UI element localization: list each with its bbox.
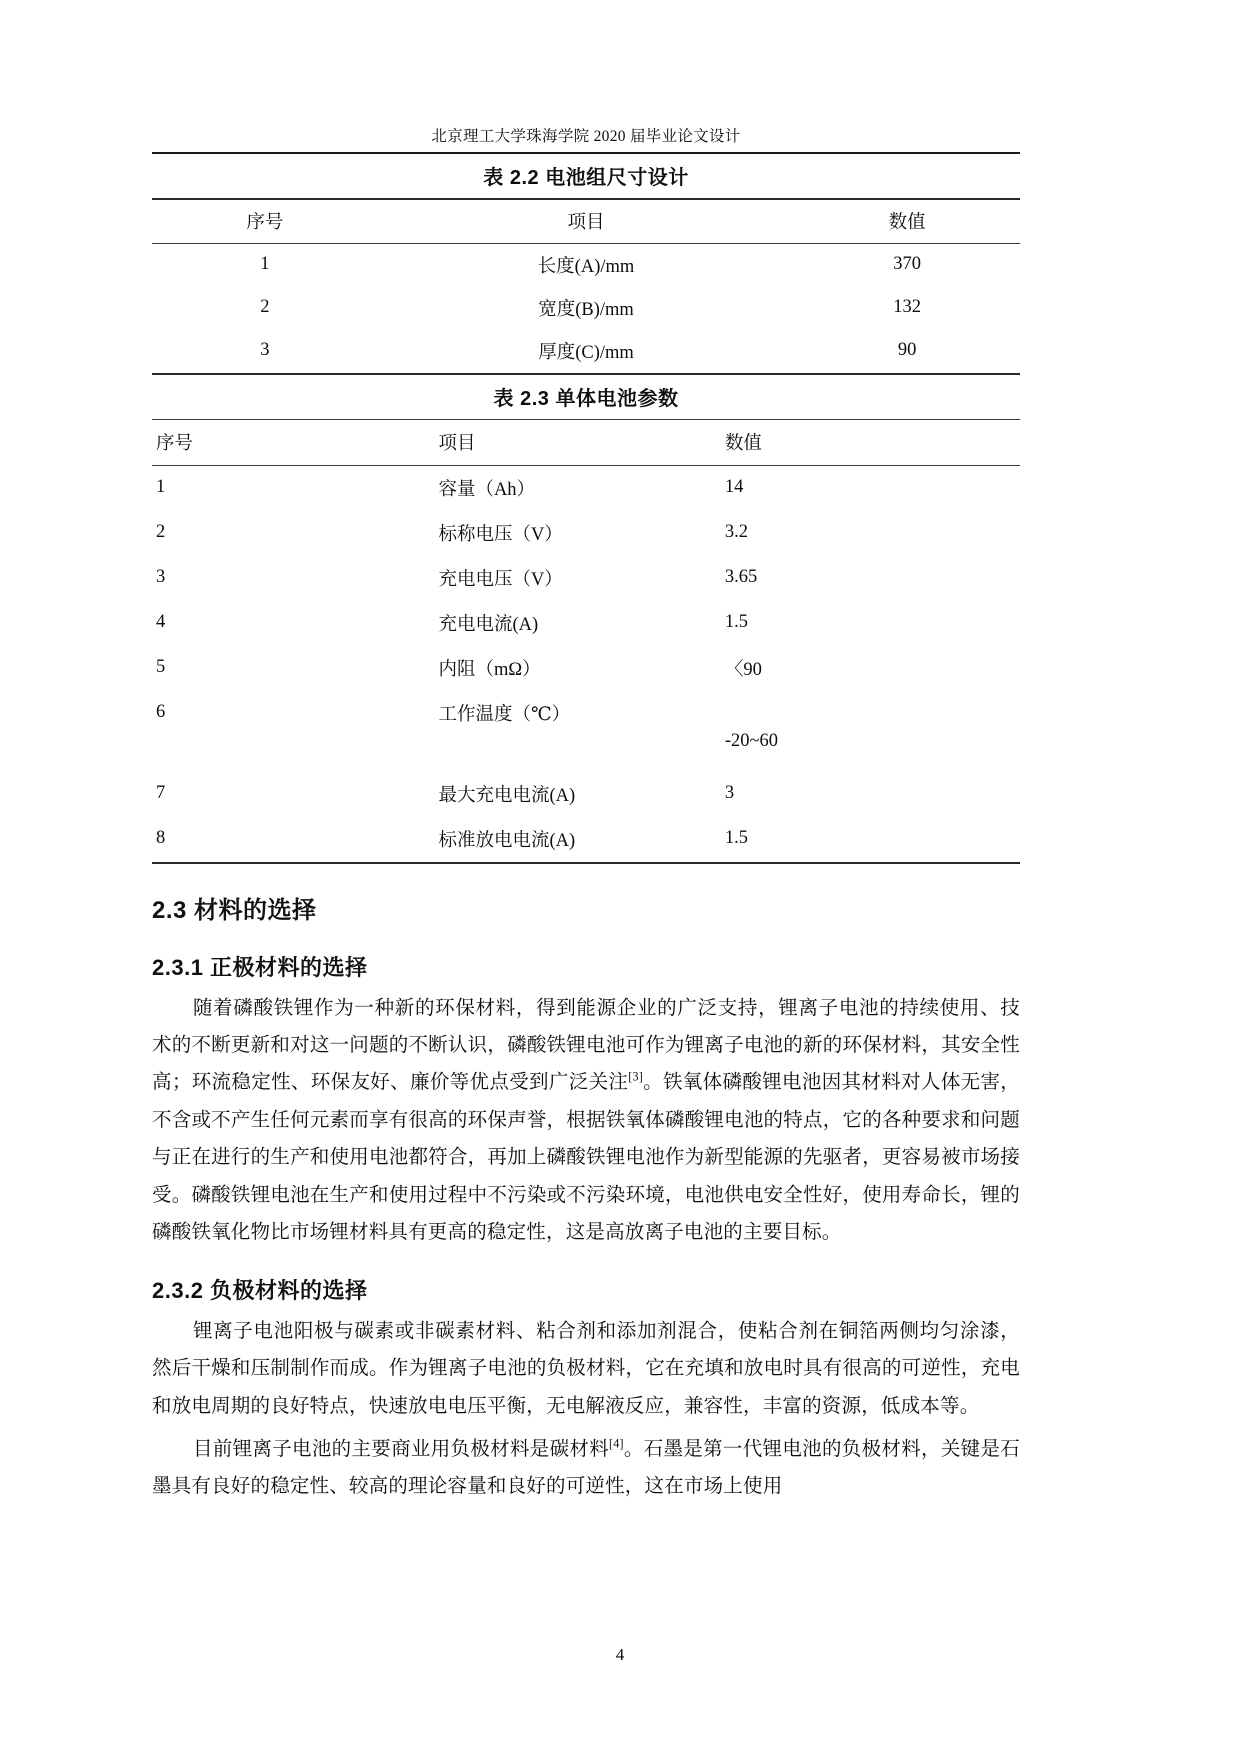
- cell-item: 工作温度（℃）: [438, 704, 571, 725]
- table-row: [152, 330, 1020, 373]
- cell-value: 14: [724, 477, 744, 498]
- column-header-index: 序号: [156, 433, 194, 454]
- table-header-row: [152, 419, 1020, 465]
- cell-index: 1: [260, 254, 270, 275]
- table-row: [152, 646, 1020, 691]
- table-row: [152, 772, 1020, 817]
- paragraph-anode-material-1: 锂离子电池阳极与碳素或非碳素材料、粘合剂和添加剂混合，使粘合剂在铜箔两侧均匀涂漆，然后干燥和压制制作而成。作为锂离子电池的负极材料，它在充填和放电时具有很高的可逆性，充电和放电周期的良好特点，快速放电电压平衡，无电解液反应，兼容性，丰富的资源，低成本等。: [152, 1320, 1020, 1417]
- cell-index: 2: [260, 297, 270, 318]
- column-header-value: 数值: [888, 212, 926, 233]
- cell-item: 最大充电电流(A): [438, 785, 576, 806]
- cell-index: 5: [156, 657, 166, 678]
- heading-section-2-3-2: 2.3.2 负极材料的选择: [152, 1277, 368, 1303]
- table-row: [152, 511, 1020, 556]
- table-row: [152, 817, 1020, 862]
- cell-value: 370: [893, 254, 922, 275]
- paragraph-text-part-a: 随着磷酸铁锂作为一种新的环保材料，得到能源企业的广泛支持，锂离子电池的持续使用、技术的不断更新和对这一问题的不断认识，磷酸铁锂电池可作为锂离子电池的新的环保材料，其安全性高；环流稳定性、环保友好、廉价等优点受到广泛关注: [152, 997, 1020, 1094]
- cell-value: 3.65: [724, 567, 758, 588]
- page-number: 4: [615, 1645, 625, 1664]
- table-23-caption: 表 2.3 单体电池参数: [493, 387, 679, 410]
- paragraph-text-part-b: 。石墨是第一代锂电池的负极材料，关键是石墨具有良好的稳定性、较高的理论容量和良好的可逆性，这在市场上使用: [152, 1438, 1020, 1498]
- table-row: [152, 243, 1020, 287]
- cell-item: 标准放电电流(A): [438, 830, 576, 851]
- cell-item: 容量（Ah）: [438, 479, 536, 500]
- table-row: [152, 601, 1020, 646]
- cell-value: -20~60: [724, 730, 779, 751]
- cell-index: 3: [156, 567, 166, 588]
- running-header: 北京理工大学珠海学院 2020 届毕业论文设计: [431, 128, 741, 145]
- cell-index: 8: [156, 828, 166, 849]
- column-header-item: 项目: [438, 433, 476, 454]
- paragraph-text-part-b: 。铁氧体磷酸锂电池因其材料对人体无害，不含或不产生任何元素而享有很高的环保声誉，根据铁氧体磷酸锂电池的特点，它的各种要求和问题与正在进行的生产和使用电池都符合，再加上磷酸铁锂电池作为新型能源的先驱者，更容易被市场接受。磷酸铁锂电池在生产和使用过程中不污染或不污染环境，电池供电安全性好，使用寿命长，锂的磷酸铁氧化物比市场锂材料具有更高的稳定性，这是高放离子电池的主要目标。: [152, 1072, 1020, 1244]
- cell-item: 标称电压（V）: [438, 524, 563, 545]
- column-header-index: 序号: [246, 212, 284, 233]
- cell-value: 1.5: [724, 828, 748, 849]
- cell-index: 2: [156, 522, 166, 543]
- cell-item: 厚度(C)/mm: [538, 342, 634, 363]
- heading-section-2-3: 2.3 材料的选择: [152, 896, 317, 924]
- cell-value: 3.2: [724, 522, 748, 543]
- cell-index: 1: [156, 477, 166, 498]
- cell-index: 7: [156, 783, 166, 804]
- paragraph-anode-material-2: [152, 1425, 1020, 1506]
- cell-item: 充电电压（V）: [438, 569, 563, 590]
- citation-marker-4: [4]: [609, 1436, 624, 1451]
- cell-item: 内阻（mΩ）: [438, 659, 541, 680]
- table-row: [152, 287, 1020, 330]
- cell-value: 〈90: [724, 659, 762, 680]
- paragraph-cathode-material: [152, 984, 1020, 1252]
- cell-value: 1.5: [724, 612, 748, 633]
- heading-section-2-3-1: 2.3.1 正极材料的选择: [152, 954, 368, 980]
- cell-value: 3: [724, 783, 735, 804]
- cell-value: 90: [897, 340, 917, 361]
- table-header-row: [152, 199, 1020, 244]
- citation-marker-3: [3]: [628, 1069, 643, 1084]
- cell-item: 充电电流(A): [438, 614, 539, 635]
- table-row: [152, 691, 1020, 772]
- cell-index: 4: [156, 612, 166, 633]
- table-row: [152, 465, 1020, 511]
- column-header-item: 项目: [567, 212, 605, 233]
- column-header-value: 数值: [724, 433, 762, 454]
- table-cell-parameters: [152, 419, 1020, 862]
- cell-index: 6: [156, 702, 166, 723]
- table-row: [152, 556, 1020, 601]
- page-content: [152, 128, 1020, 1506]
- cell-item: 宽度(B)/mm: [538, 299, 634, 320]
- cell-value: 132: [893, 297, 922, 318]
- table-battery-pack-dimensions: [152, 198, 1020, 373]
- cell-item: 长度(A)/mm: [537, 256, 635, 277]
- table-22-caption: 表 2.2 电池组尺寸设计: [483, 166, 689, 189]
- cell-index: 3: [260, 340, 270, 361]
- paragraph-text-part-a: 目前锂离子电池的主要商业用负极材料是碳材料: [192, 1438, 610, 1460]
